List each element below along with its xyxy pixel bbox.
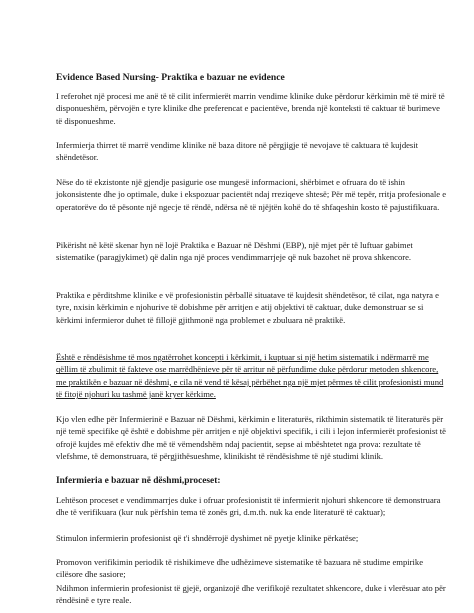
paragraph-ebn-literature: Kjo vlen edhe për Infermierinë e Bazuar në Dëshmi, kërkimin e literaturës, rikthimin sistematik të literaturës për një temë specifike që është e dobishme për arritjen e një objektivi specifik, i cili i lejon infermierët profesionist të ofrojë kujdes më efektiv dhe më të vëmendshëm ndaj pacientit, sepse ai mbështetet nga prova: rezultate të vlefshme, të demonstruara, të përgjithësueshme, klinikisht të rëndësishme të një studimi klinik. — [56, 414, 446, 462]
process-item: Lehtëson proceset e vendimmarrjes duke i ofruar profesionistit të infermierit njohuri shkencore të demonstruara dhe të verifikuara (kur nuk përfshin tema të zonës gri, d.m.th. nuk ka ende literaturë të caktuar); — [56, 495, 441, 518]
paragraph-uncertainty: Nëse do të ekzistonte një gjendje pasigurie ose mungesë informacioni, shërbimet e ofruara do të ishin jokonsistente dhe jo optimale, duke i ekspozuar pacientët ndaj rreziqeve shtesë; Për më tepër, rritja profesionale e operatorëve do të pësonte një ngecje të rëndë, ndërsa në të njëjtën kohë do të shfaqeshin kosto të pajustifikuara. — [56, 177, 447, 212]
section-subheading: Infermieria e bazuar në dëshmi,proceset: — [56, 476, 221, 486]
paragraph-research-concept: Është e rëndësishme të mos ngatërrohet koncepti i kërkimit, i kuptuar si një hetim sistematik i ndërmarrë me qëllim të zbulimit të fakteve ose marrëdhënieve për të arritur në përfundime duke përdorur metoden shkencore, me praktikën e bazuar në dëshmi, e cila në vend të kësaj përbëhet nga një mjet përmes të cilit profesionisti mund të fitojë njohuri ku tashmë janë kryer kërkime. — [56, 352, 444, 400]
process-item: Stimulon infermierin profesionist që t'i shndërrojë dyshimet në pyetje klinike përkatëse; — [56, 533, 359, 543]
paragraph-daily-practice: Praktika e përditshme klinike e vë profesionistin përballë situatave të kujdesit shëndetësor, të cilat, nga natyra e tyre, nxisin kërkimin e njohurive të dobishme për arritjen e atij objektivi të caktuar, duke demonstruar se si kërkimi infermieror duhet të fillojë gjithmonë nga problemet e zbuluara në praktikë. — [56, 290, 439, 325]
paragraph-clinical-decisions: Infermierja thirret të marrë vendime klinike në baza ditore në përgjigje të nevojave të caktuara të kujdesit shëndetësor. — [56, 140, 419, 163]
process-item: Promovon verifikimin periodik të rishikimeve dhe udhëzimeve sistematike të bazuara në studime empirike cilësore dhe sasiore; — [56, 557, 424, 580]
document-title: Evidence Based Nursing- Praktika e bazuar ne evidence — [56, 72, 285, 83]
process-item: Ndihmon infermierin profesionist të gjejë, organizojë dhe verifikojë rezultatet shkencore, duke i vlerësuar ato për rëndësinë e tyre reale. — [56, 583, 446, 606]
paragraph-ebp: Pikërisht në këtë skenar hyn në lojë Praktika e Bazuar në Dëshmi (EBP), një mjet për të luftuar gabimet sistematike (paragjykimet) që dalin nga një proces vendimmarrjeje që nuk bazohet në prova shkencore. — [56, 240, 413, 263]
intro-paragraph: I referohet një procesi me anë të të cilit infermierët marrin vendime klinike duke përdorur kërkimin më të mirë të disponueshëm, përvojën e tyre klinike dhe preferencat e pacientëve, brenda një konteksti të caktuar të burimeve të disponueshme. — [56, 91, 445, 126]
